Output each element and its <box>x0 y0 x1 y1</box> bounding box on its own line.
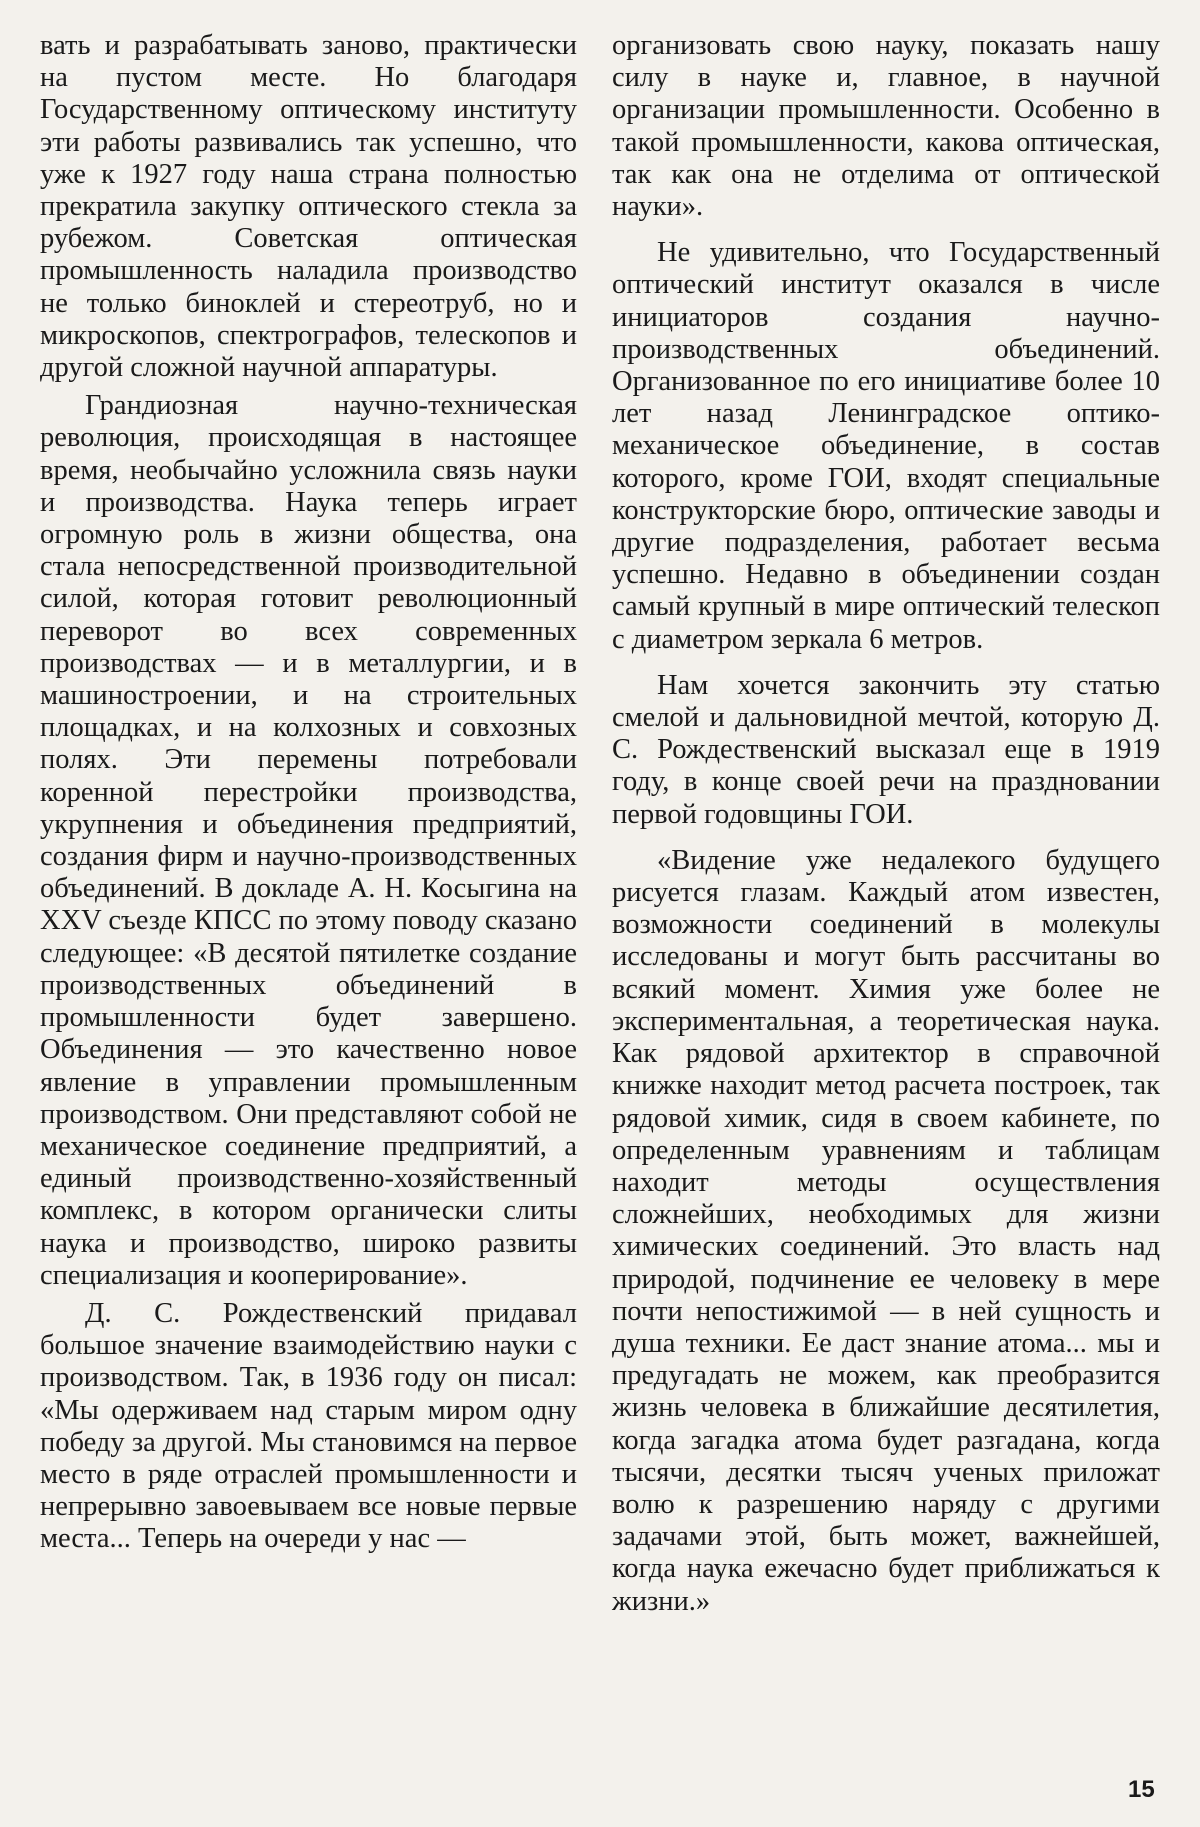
paragraph: вать и разрабатывать заново, практически на пустом месте. Но благодаря Государственному оптическому институту эти работы развивались так успешно, что уже к 1927 году наша страна полностью прекратила закупку оптического стекла за рубежом. Советская оптическая промышленность наладила производство не только биноклей и стереотруб, но и микроскопов, спектрографов, телескопов и другой сложной научной аппаратуры. <box>40 30 577 384</box>
paragraph: «Видение уже недалекого будущего рисуется глазам. Каждый атом известен, возможности соединений в молекулы исследованы и могут быть рассчитаны во всякий момент. Химия уже более не экспериментальная, а теоретическая наука. Как рядовой архитектор в справочной книжке находит метод расчета построек, так рядовой химик, сидя в своем кабинете, по определенным уравнениям и таблицам находит методы осуществления сложнейших, необходимых для жизни химических соединений. Это власть над природой, подчинение ее человеку в мере почти непостижимой — в ней сущность и душа техники. Ее даст знание атома... мы и предугадать не можем, как преобразится жизнь человека в ближайшие десятилетия, когда загадка атома будет разгадана, когда тысячи, десятки тысяч ученых приложат волю к разрешению наряду с другими задачами этой, быть может, важнейшей, когда наука ежечасно будет приближаться к жизни.» <box>612 844 1160 1617</box>
page-number: 15 <box>1128 1776 1155 1803</box>
paragraph: Грандиозная научно-техническая революция, происходящая в настоящее время, необычайно усложнила связь науки и производства. Наука теперь играет огромную роль в жизни общества, она стала непосредственной производительной силой, которая готовит революционный переворот во всех современных производствах — и в металлургии, и в машиностроении, и на строительных площадках, и на колхозных и совхозных полях. Эти перемены потребовали коренной перестройки производства, укрупнения и объединения предприятий, создания фирм и научно-производственных объединений. В докладе А. Н. Косыгина на XXV съезде КПСС по этому поводу сказано следующее: «В десятой пятилетке создание производственных объединений в промышленности будет завершено. Объединения — это качественно новое явление в управлении промышленным производством. Они представляют собой не механическое соединение предприятий, а единый производственно-хозяйственный комплекс, в котором органически слиты наука и производство, широко развиты специализация и кооперирование». <box>40 390 577 1291</box>
left-column <box>40 30 577 1556</box>
paragraph: организовать свою науку, показать нашу силу в науке и, главное, в научной организации промышленности. Особенно в такой промышленности, какова оптическая, так как она не отделима от оптической науки». <box>612 30 1160 223</box>
right-column <box>612 30 1160 1618</box>
paragraph: Нам хочется закончить эту статью смелой и дальновидной мечтой, которую Д. С. Рождественский высказал еще в 1919 году, в конце своей речи на праздновании первой годовщины ГОИ. <box>612 669 1160 830</box>
paragraph: Д. С. Рождественский придавал большое значение взаимодействию науки с производством. Так, в 1936 году он писал: «Мы одерживаем над старым миром одну победу за другой. Мы становимся на первое место в ряде отраслей промышленности и непрерывно завоевываем все новые первые места... Теперь на очереди у нас — <box>40 1297 577 1555</box>
paragraph: Не удивительно, что Государственный оптический институт оказался в числе инициаторов создания научно-производственных объединений. Организованное по его инициативе более 10 лет назад Ленинградское оптико-механическое объединение, в состав которого, кроме ГОИ, входят специальные конструкторские бюро, оптические заводы и другие подразделения, работает весьма успешно. Недавно в объединении создан самый крупный в мире оптический телескоп с диаметром зеркала 6 метров. <box>612 237 1160 655</box>
